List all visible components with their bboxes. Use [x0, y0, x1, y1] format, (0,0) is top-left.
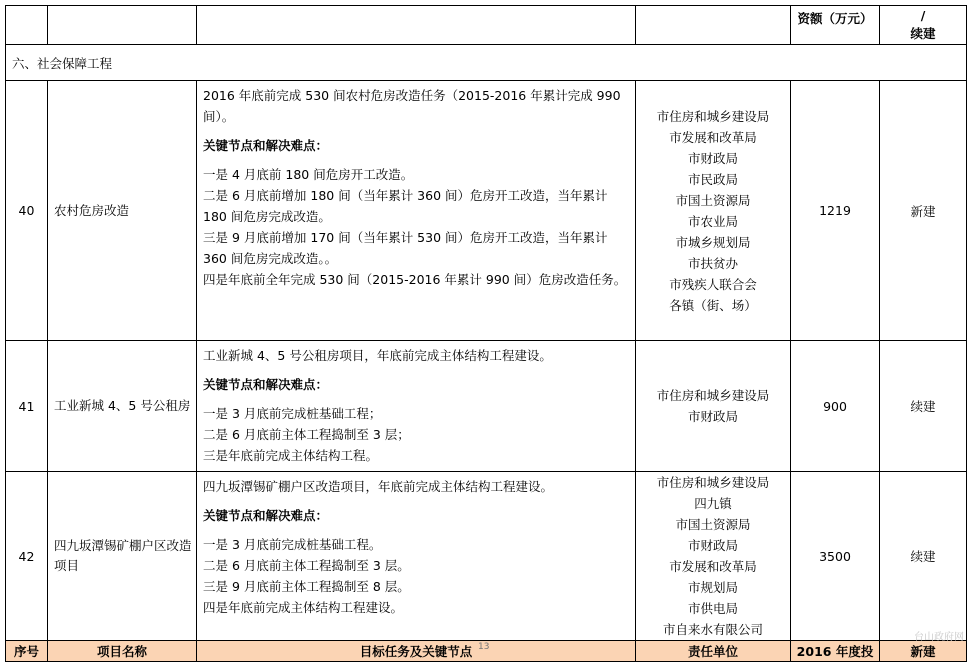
key-node-item: 二是 6 月底前主体工程捣制至 3 层。 — [203, 558, 410, 573]
responsible-unit: 市城乡规划局 — [675, 234, 751, 250]
key-node-item: 三是年底前完成主体结构工程。 — [203, 448, 379, 463]
responsible-units — [636, 81, 791, 341]
task-text: 四九坂潭锡矿棚户区改造项目，年底前完成主体结构工程建设。 — [203, 479, 554, 494]
header-type: 新建 — [880, 641, 967, 662]
key-node-item: 三是 9 月底前增加 170 间（当年累计 530 间）危房开工改造，当年累计 360 间危房完成改造。。 — [203, 230, 608, 266]
responsible-unit: 市残疾人联合会 — [669, 276, 757, 292]
responsible-unit: 各镇（街、场） — [669, 297, 757, 313]
responsible-units — [636, 341, 791, 472]
investment-amount: 3500 — [791, 472, 880, 641]
row-number: 40 — [6, 81, 48, 341]
work-plan-table — [5, 5, 967, 662]
responsible-unit: 市扶贫办 — [687, 255, 738, 271]
table-row — [6, 81, 967, 341]
header-no: 序号 — [6, 641, 48, 662]
row-number: 41 — [6, 341, 48, 472]
key-node-item: 一是 3 月底前完成桩基础工程。 — [203, 537, 382, 552]
investment-amount: 1219 — [791, 81, 880, 341]
responsible-unit: 市国土资源局 — [675, 192, 751, 208]
key-nodes-title: 关键节点和解决难点： — [203, 138, 329, 153]
project-type: 续建 — [880, 341, 967, 472]
page-number: 13 — [478, 642, 490, 652]
responsible-unit: 四九镇 — [694, 496, 732, 511]
responsible-unit: 市财政局 — [687, 409, 738, 424]
key-node-item: 四是年底前全年完成 530 间（2015-2016 年累计 990 间）危房改造任务。 — [203, 272, 627, 287]
top-header-row — [6, 6, 967, 45]
project-type: 续建 — [880, 472, 967, 641]
key-nodes-title: 关键节点和解决难点： — [203, 377, 329, 392]
new-continue-header: / 续建 — [880, 6, 967, 45]
section-row — [6, 45, 967, 81]
responsible-units — [636, 472, 791, 641]
responsible-unit: 市财政局 — [687, 538, 738, 553]
project-name: 农村危房改造 — [48, 81, 197, 341]
row-number: 42 — [6, 472, 48, 641]
key-node-item: 二是 6 月底前主体工程捣制至 3 层； — [203, 427, 410, 442]
responsible-unit: 市供电局 — [687, 601, 738, 616]
responsible-unit: 市住房和城乡建设局 — [656, 388, 770, 403]
task-text: 工业新城 4、5 号公租房项目，年底前完成主体结构工程建设。 — [203, 348, 552, 363]
responsible-unit: 市发展和改革局 — [669, 129, 757, 145]
responsible-unit: 市民政局 — [687, 171, 738, 187]
table-row — [6, 341, 967, 472]
amount-header: 资额（万元） — [791, 6, 880, 45]
task-text: 2016 年底前完成 530 间农村危房改造任务（2015-2016 年累计完成 990 间）。 — [203, 88, 621, 124]
header-unit: 责任单位 — [636, 641, 791, 662]
responsible-unit: 市国土资源局 — [675, 517, 751, 532]
watermark: 台山政府网 — [914, 632, 964, 643]
key-node-item: 一是 3 月底前完成桩基础工程； — [203, 406, 382, 421]
task-cell — [197, 472, 636, 641]
header-name: 项目名称 — [48, 641, 197, 662]
header-task: 目标任务及关键节点 — [197, 641, 636, 662]
investment-amount: 900 — [791, 341, 880, 472]
key-node-item: 一是 4 月底前 180 间危房开工改造。 — [203, 167, 414, 182]
responsible-unit: 市住房和城乡建设局 — [656, 475, 770, 490]
project-name: 四九坂潭锡矿棚户区改造项目 — [48, 472, 197, 641]
responsible-unit: 市规划局 — [687, 580, 738, 595]
key-node-item: 三是 9 月底前主体工程捣制至 8 层。 — [203, 579, 410, 594]
responsible-unit: 市自来水有限公司 — [662, 622, 763, 637]
key-node-item: 二是 6 月底前增加 180 间（当年累计 360 间）危房开工改造，当年累计 180 间危房完成改造。 — [203, 188, 608, 224]
key-node-item: 四是年底前完成主体结构工程建设。 — [203, 600, 404, 615]
section-title: 六、社会保障工程 — [6, 45, 967, 81]
task-cell — [197, 81, 636, 341]
responsible-unit: 市农业局 — [687, 213, 738, 229]
project-name: 工业新城 4、5 号公租房 — [48, 341, 197, 472]
responsible-unit: 市发展和改革局 — [669, 559, 757, 574]
key-nodes-title: 关键节点和解决难点： — [203, 508, 329, 523]
project-type: 新建 — [880, 81, 967, 341]
table-row — [6, 472, 967, 641]
responsible-unit: 市住房和城乡建设局 — [656, 108, 770, 124]
task-cell — [197, 341, 636, 472]
header-invest: 2016 年度投 — [791, 641, 880, 662]
responsible-unit: 市财政局 — [687, 150, 738, 166]
